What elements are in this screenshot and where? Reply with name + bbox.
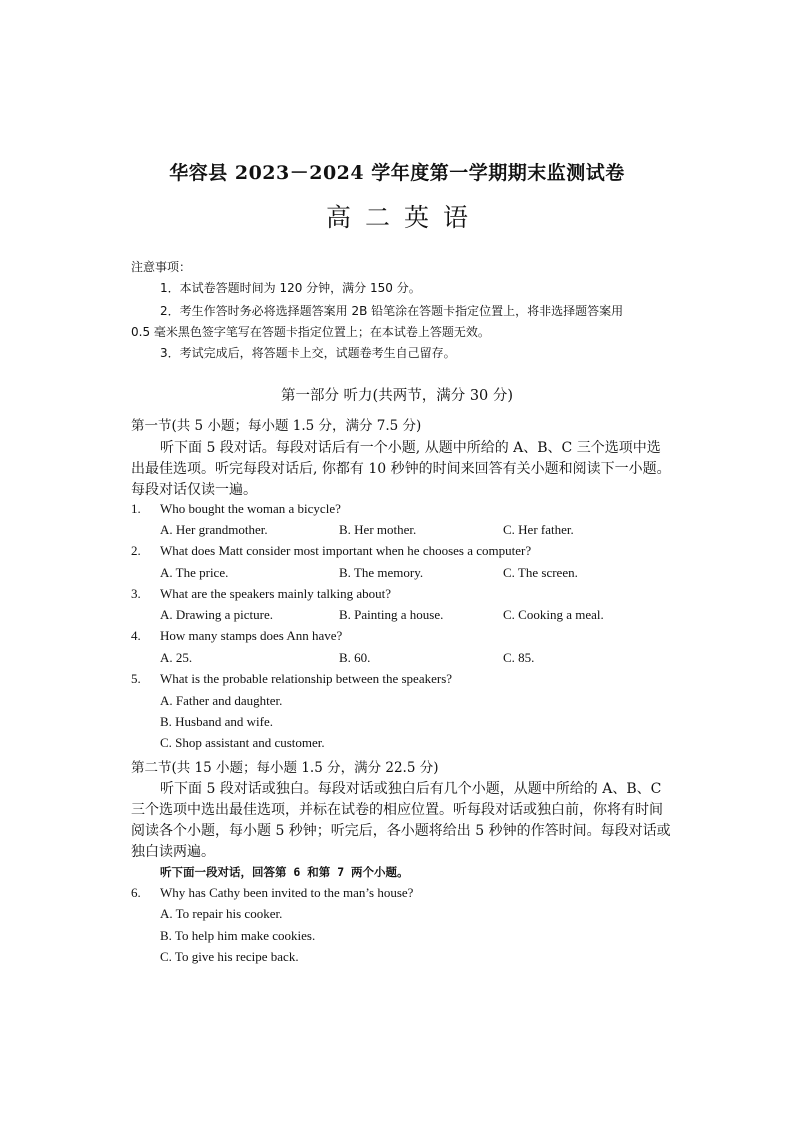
section1-instruction-line2: 出最佳选项。听完每段对话后, 你都有 10 秒钟的时间来回答有关小题和阅读下一小题。	[131, 461, 671, 477]
question-number: 6.	[131, 885, 141, 900]
option-b: B. Painting a house.	[339, 607, 444, 622]
option-c: C. The screen.	[503, 565, 578, 580]
question-text: Who bought the woman a bicycle?	[160, 501, 341, 516]
option-a: A. Father and daughter.	[160, 693, 283, 708]
note-item-2-cont: 0.5 毫米黑色签字笔写在答题卡指定位置上；在本试卷上答题无效。	[131, 325, 490, 339]
section2-instruction-line3: 阅读各个小题，每小题 5 秒钟；听完后，各小题将给出 5 秒钟的作答时间。每段对话或	[131, 823, 671, 839]
option-c: C. Her father.	[503, 522, 574, 537]
option-a: A. Drawing a picture.	[160, 607, 273, 622]
note-item-1: 1．本试卷答题时间为 120 分钟，满分 150 分。	[160, 281, 421, 295]
option-a: A. Her grandmother.	[160, 522, 268, 537]
question-text: What are the speakers mainly talking about?	[160, 586, 392, 601]
question-text: What is the probable relationship between the speakers?	[160, 671, 453, 686]
question-number: 5.	[131, 671, 141, 686]
section1-heading: 第一节(共 5 小题；每小题 1.5 分，满分 7.5 分)	[131, 418, 422, 434]
option-b: B. Husband and wife.	[160, 714, 274, 729]
question-number: 4.	[131, 628, 141, 643]
dialog-note: 听下面一段对话，回答第 6 和第 7 两个小题。	[160, 865, 409, 879]
section1-instruction-line1: 听下面 5 段对话。每段对话后有一个小题, 从题中所给的 A、B、C 三个选项中选	[160, 440, 661, 456]
note-item-2: 2．考生作答时务必将选择题答案用 2B 铅笔涂在答题卡指定位置上，将非选择题答案用	[160, 304, 624, 318]
section2-instruction-line2: 三个选项中选出最佳选项，并标在试卷的相应位置。听每段对话或独白前，你将有时间	[131, 802, 663, 818]
section2-heading: 第二节(共 15 小题；每小题 1.5 分，满分 22.5 分)	[131, 760, 439, 776]
option-c: C. Cooking a meal.	[503, 607, 604, 622]
question-text: How many stamps does Ann have?	[160, 628, 343, 643]
section1-instruction-line3: 每段对话仅读一遍。	[131, 482, 257, 498]
exam-subject: 高二英语	[325, 203, 482, 232]
option-a: A. 25.	[160, 650, 193, 665]
option-b: B. 60.	[339, 650, 371, 665]
part1-heading: 第一部分 听力(共两节，满分 30 分)	[280, 388, 514, 404]
option-a: A. The price.	[160, 565, 229, 580]
question-text: What does Matt consider most important when he chooses a computer?	[160, 543, 532, 558]
exam-title: 华容县 2023－2024 学年度第一学期期末监测试卷	[169, 162, 625, 184]
option-a: A. To repair his cooker.	[160, 906, 283, 921]
question-text: Why has Cathy been invited to the man’s house?	[160, 885, 414, 900]
option-c: C. 85.	[503, 650, 535, 665]
option-b: B. To help him make cookies.	[160, 928, 316, 943]
question-number: 1.	[131, 501, 141, 516]
notes-heading: 注意事项：	[131, 260, 192, 274]
question-number: 3.	[131, 586, 141, 601]
section2-instruction-line1: 听下面 5 段对话或独白。每段对话或独白后有几个小题，从题中所给的 A、B、C	[160, 781, 662, 797]
question-number: 2.	[131, 543, 141, 558]
option-b: B. Her mother.	[339, 522, 417, 537]
section2-instruction-line4: 独白读两遍。	[131, 844, 215, 860]
option-c: C. To give his recipe back.	[160, 949, 299, 964]
option-c: C. Shop assistant and customer.	[160, 735, 325, 750]
option-b: B. The memory.	[339, 565, 424, 580]
note-item-3: 3．考试完成后，将答题卡上交，试题卷考生自己留存。	[160, 346, 456, 360]
